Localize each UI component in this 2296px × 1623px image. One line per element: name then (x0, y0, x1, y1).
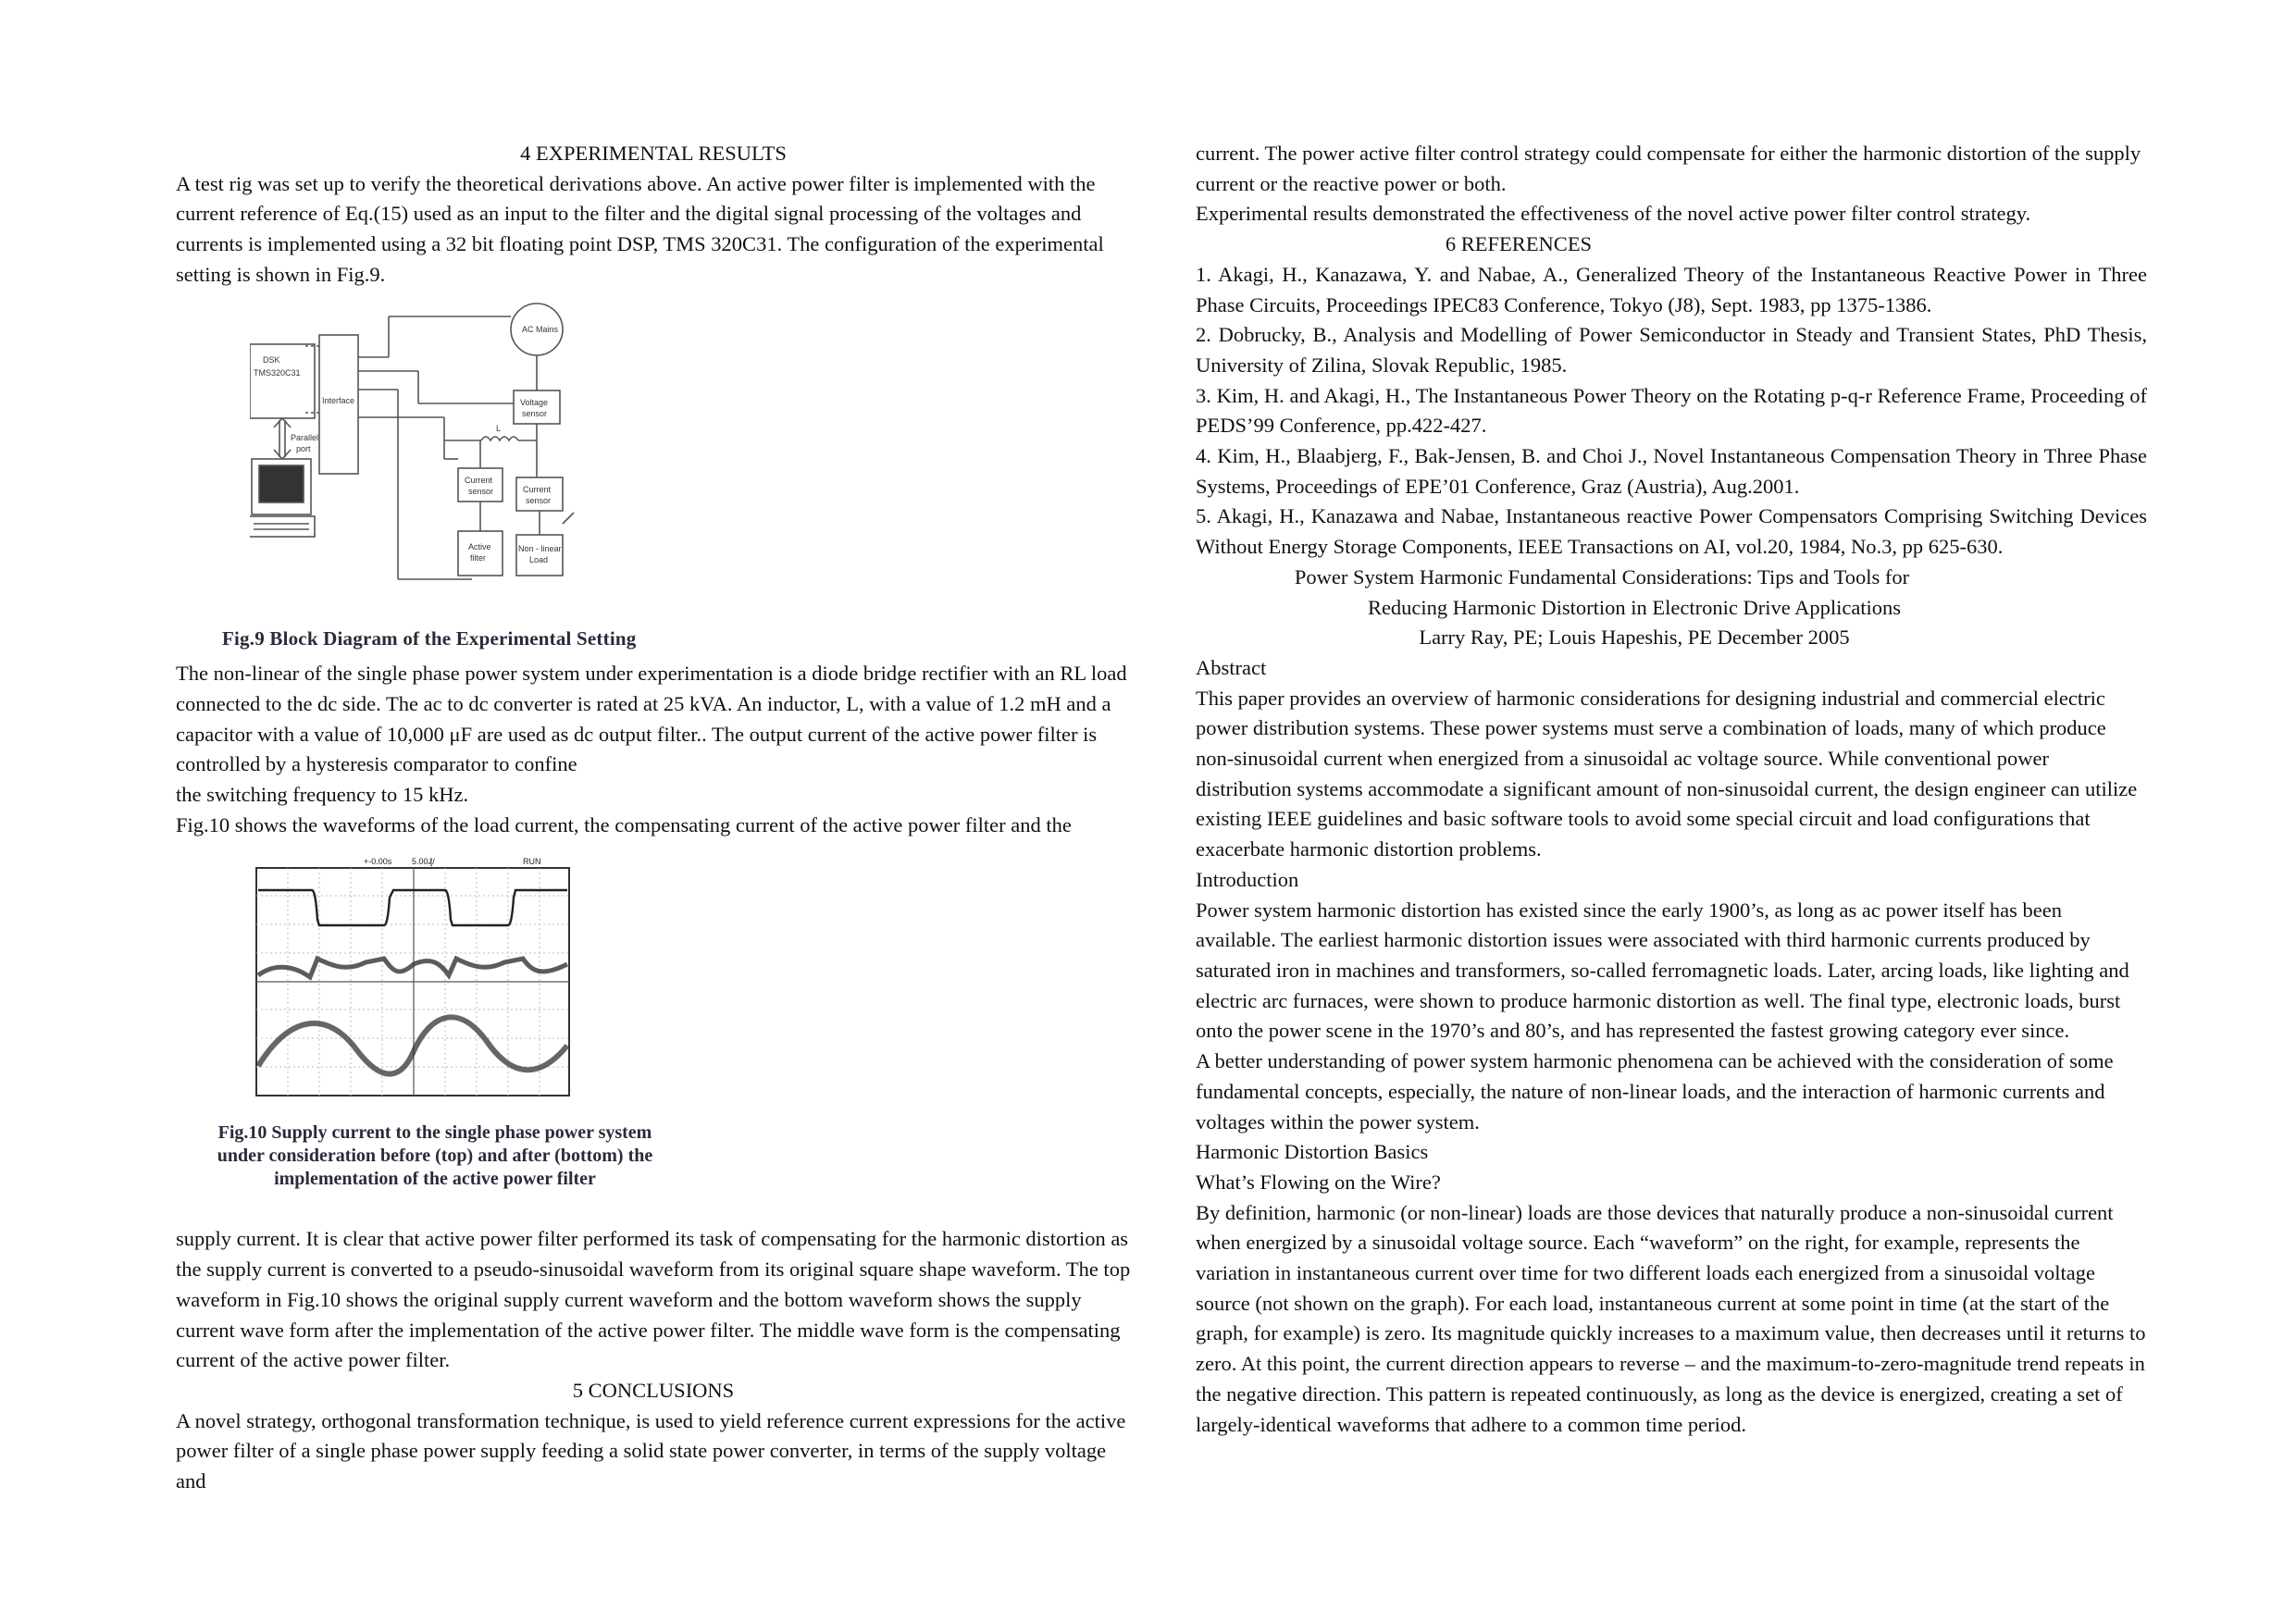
port-label: port (296, 443, 311, 453)
active-label: Active (468, 541, 491, 551)
paragraph: supply current. It is clear that active power filter performed its task of compensating for the harmonic distortion as the supply current is converted to a pseudo-sinusoidal waveform from its original square shape waveform. The top waveform in Fig.10 shows the original supply current waveform and the bottom waveform shows the supply current wave form after the implementation of the active power filter. The middle wave form is the compensating current of the active power filter. (176, 1227, 1131, 1372)
sensor-label: sensor (526, 495, 552, 505)
reference-item: 5. Akagi, H., Kanazawa and Nabae, Instantaneous reactive Power Compensators Comprising Switching Devices Without Energy Storage Components, IEEE Transactions on AI, vol.20, 1984, No.3, pp 625-630. (1196, 504, 2147, 559)
fig10-caption-line: implementation of the active power filter (274, 1169, 596, 1190)
paragraph: A better understanding of power system harmonic phenomena can be achieved with the consideration of some fundamental concepts, especially, the nature of non-linear loads, and the interaction of harmonic currents and voltages within the power system. (1196, 1049, 2114, 1134)
parallel-label: Parallel (291, 432, 319, 442)
filter-label: filter (470, 552, 487, 563)
paragraph: A novel strategy, orthogonal transformation technique, is used to yield reference current expressions for the active power filter of a single phase power supply feeding a solid state power converter, in terms of the supply voltage and (176, 1408, 1126, 1493)
paragraph: The non-linear of the single phase power system under experimentation is a diode bridge rectifier with an RL load connected to the dc side. The ac to dc converter is rated at 25 kVA. An inductor, L, with a value of 1.2 mH and a capacitor with a value of 10,000 μF are used as dc output filter.. The output current of the active power filter is controlled by a hysteresis comparator to confine (176, 662, 1127, 776)
block-diagram-image (250, 302, 842, 626)
current-sensor-box-right (516, 477, 563, 511)
dsk-model-label: TMS320C31 (254, 367, 301, 378)
fig10-caption-line: Fig.10 Supply current to the single phase power system (217, 1122, 652, 1144)
load-label: Load (529, 554, 549, 564)
interface-label: Interface (322, 395, 355, 405)
reference-item: 2. Dobrucky, B., Analysis and Modelling of Power Semiconductor in Steady and Transient States, PhD Thesis, University of Zilina, Slovak Republic, 1985. (1196, 323, 2147, 377)
scope-time-label: +-0.00s (364, 857, 392, 867)
fig9-caption: Fig.9 Block Diagram of the Experimental Setting (222, 626, 637, 650)
current-sensor-box (458, 468, 503, 502)
paragraph: the switching frequency to 15 kHz. (176, 783, 469, 807)
voltage-sensor-box (514, 390, 560, 424)
paragraph: Fig.10 shows the waveforms of the load current, the compensating current of the active power filter and the (176, 812, 1072, 836)
paragraph: By definition, harmonic (or non-linear) loads are those devices that naturally produce a non-sinusoidal current when energized by a sinusoidal voltage source. Each “waveform” on the right, for example, represents the variation in instantaneous current over time for two different loads each energized from a sinusoidal voltage source (not shown on the graph). For each load, instantaneous current at some point in time (at the start of the graph, for example) is zero. Its magnitude quickly increases to a maximum value, then decreases until it returns to zero. At this point, the current direction appears to reverse – and the maximum-to-zero-magnitude trend repeats in the negative direction. This pattern is repeated continuously, as long as the device is energized, creating a set of largely-identical waveforms that adhere to a common time period. (1196, 1200, 2146, 1436)
dsk-box (250, 344, 315, 418)
subheading: What’s Flowing on the Wire? (1196, 1170, 1441, 1194)
basics-heading: Harmonic Distortion Basics (1196, 1140, 1429, 1164)
abstract-heading: Abstract (1196, 655, 1267, 679)
paper-title-line: Power System Harmonic Fundamental Considerations: Tips and Tools for (1294, 564, 1910, 588)
current-label: Current (465, 475, 493, 485)
fig10-oscilloscope (254, 855, 625, 1114)
inductor-label: L (496, 423, 502, 433)
computer-base (250, 516, 315, 537)
dsk-label: DSK (263, 354, 280, 365)
sensor-label: sensor (522, 408, 548, 418)
section-heading-conclusions: 5 CONCLUSIONS (572, 1378, 735, 1402)
voltage-label: Voltage (520, 397, 549, 407)
paragraph: current. The power active filter control strategy could compensate for either the harmonic distortion of the supply current or the reactive power or both. (1196, 142, 2141, 195)
paragraph: Experimental results demonstrated the effectiveness of the novel active power filter control strategy. (1196, 202, 2031, 226)
left-column (176, 139, 1131, 1497)
right-column (1196, 139, 2147, 1440)
non-linear-label: Non - linear (518, 543, 562, 553)
oscilloscope-image (254, 855, 625, 1114)
reference-item: 1. Akagi, H., Kanazawa, Y. and Nabae, A., Generalized Theory of the Instantaneous Reactive Power in Three Phase Circuits, Proceedings IPEC83 Conference, Tokyo (J8), Sept. 1983, pp 1375-1386. (1196, 262, 2147, 316)
reference-item: 3. Kim, H. and Akagi, H., The Instantaneous Power Theory on the Rotating p-q-r Reference Frame, Proceeding of PEDS’99 Conference, pp.422-427. (1196, 383, 2147, 438)
fig9-block-diagram (250, 302, 842, 626)
sensor-label: sensor (468, 486, 494, 496)
section-heading-references: 6 REFERENCES (1445, 232, 1593, 256)
ac-mains-label: AC Mains (522, 324, 559, 334)
scope-run-label: RUN (523, 857, 541, 867)
paragraph: A test rig was set up to verify the theoretical derivations above. An active power filter is implemented with the current reference of Eq.(15) used as an input to the filter and the digital signal processing of the voltages and currents is implemented using a 32 bit floating point DSP, TMS 320C31. The configuration of the experimental setting is shown in Fig.9. (176, 171, 1104, 286)
current-label: Current (523, 484, 552, 494)
introduction-heading: Introduction (1196, 867, 1299, 891)
scope-div-label: 5.00₰/ (412, 857, 435, 867)
paragraph: This paper provides an overview of harmonic considerations for designing industrial and commercial electric power distribution systems. These power systems must serve a combination of loads, many of which produce non-sinusoidal current when energized from a sinusoidal ac voltage source. While conventional power distribution systems accommodate a significant amount of non-sinusoidal current, the design engineer can utilize existing IEEE guidelines and basic software tools to avoid some special circuit and load configurations that exacerbate harmonic distortion problems. (1196, 686, 2138, 861)
paragraph: Power system harmonic distortion has existed since the early 1900’s, as long as ac power itself has been available. The earliest harmonic distortion issues were associated with third harmonic currents produced by saturated iron in machines and transformers, so-called ferromagnetic loads. Later, arcing loads, like lighting and electric arc furnaces, were shown to produce harmonic distortion as well. The final type, electronic loads, burst onto the power scene in the 1970’s and 80’s, and has represented the fastest growing category ever since. (1196, 898, 2129, 1043)
paper-authors: Larry Ray, PE; Louis Hapeshis, PE December 2005 (1419, 626, 1850, 650)
reference-item: 4. Kim, H., Blaabjerg, F., Bak-Jensen, B. and Choi J., Novel Instantaneous Compensation Theory in Three Phase Systems, Proceedings of EPE’01 Conference, Graz (Austria), Aug.2001. (1196, 444, 2147, 498)
fig10-caption-line: under consideration before (top) and after (bottom) the (217, 1146, 653, 1167)
section-heading-experimental-results: 4 EXPERIMENTAL RESULTS (520, 142, 787, 165)
fig10-caption (204, 1121, 666, 1191)
paper-title-line: Reducing Harmonic Distortion in Electronic Drive Applications (1367, 595, 1902, 619)
